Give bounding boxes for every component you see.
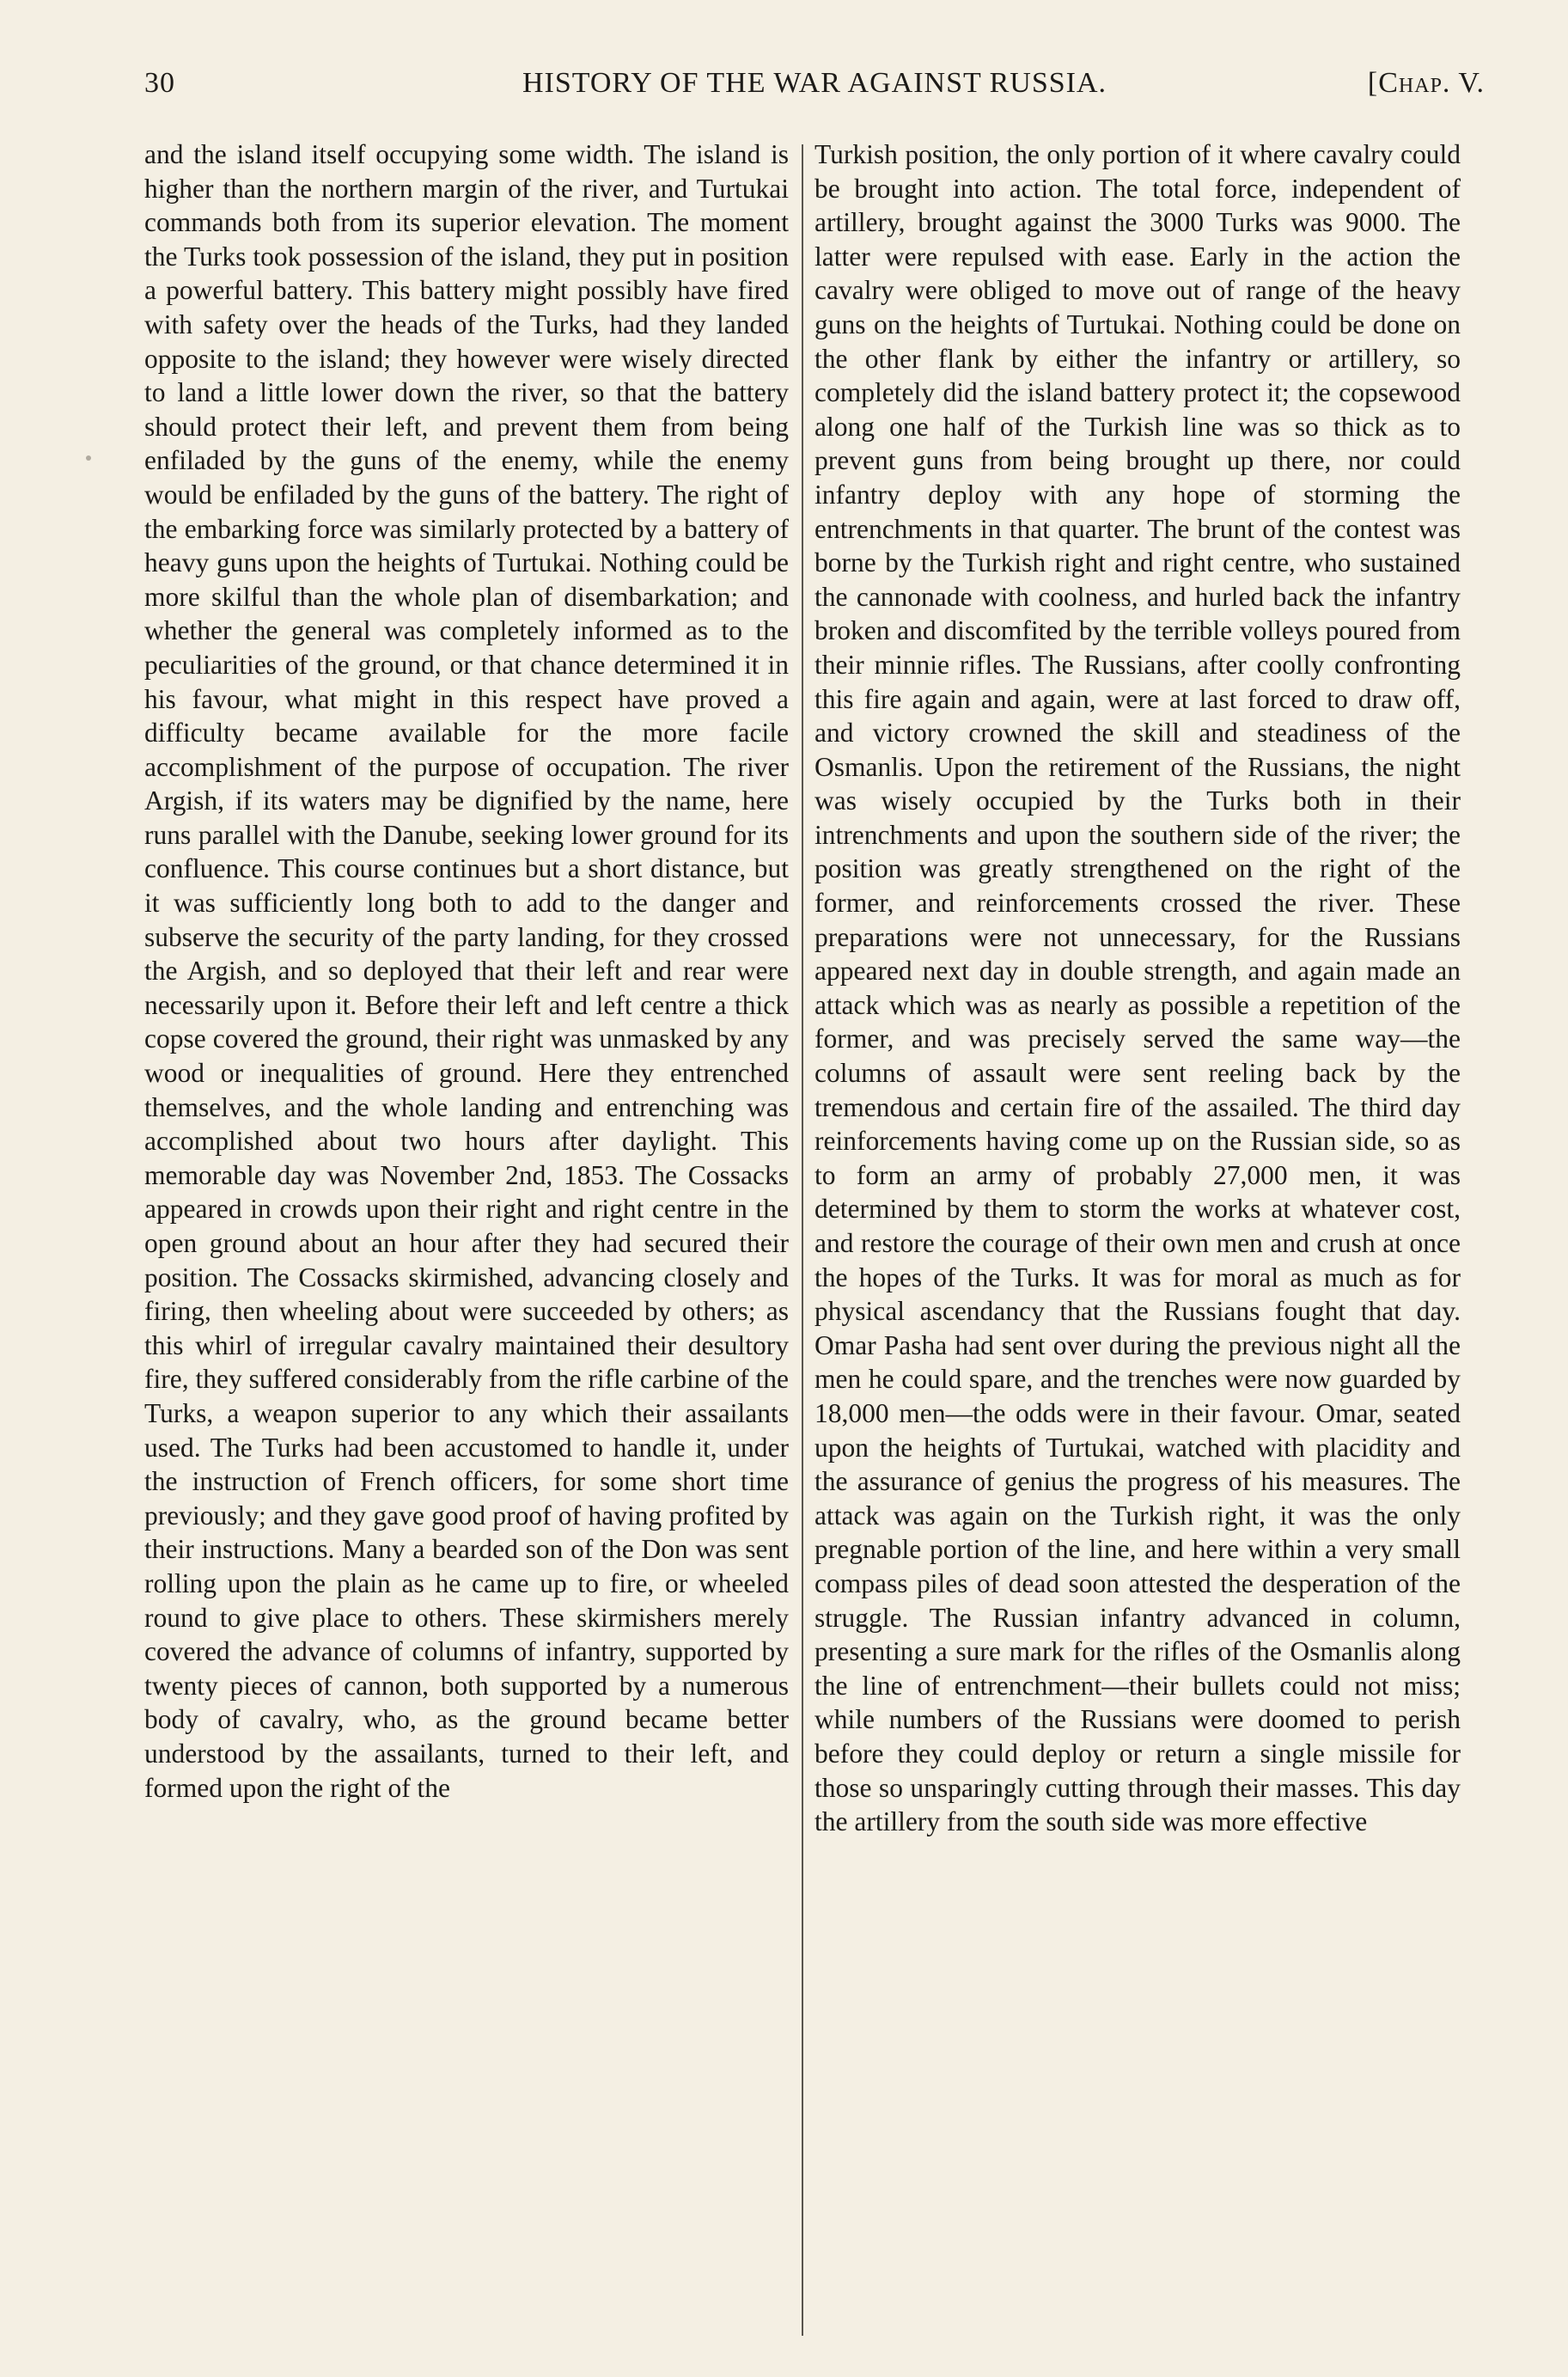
right-column-text: Turkish position, the only portion of it where cavalry could be brought into action. The total force, independent of artillery, brought against the 3000 Turks was 9000. The latter were repulsed with ease. Early in the action the cavalry were obliged to move out of range of the heavy guns on the heights of Turtukai. Nothing could be done on the other flank by either the infantry or artillery, so completely did the island battery protect it; the copsewood along one half of the Turkish line was so thick as to prevent guns from being brought up there, nor could infantry deploy with any hope of storming the entrenchments in that quarter. The brunt of the contest was borne by the Turkish right and right centre, who sustained the cannonade with coolness, and hurled back the infantry broken and discomfited by the terrible volleys poured from their minnie rifles. The Russians, after coolly confronting this fire again and again, were at last forced to draw off, and victory crowned the skill and steadiness of the Osmanlis. Upon the retirement of the Russians, the night was wisely occupied by the Turks both in their intrenchments and upon the southern side of the river; the position was greatly strengthened on the right of the former, and reinforcements crossed the river. These preparations were not unnecessary, for the Russians appeared next day in double strength, and again made an attack which was as nearly as possible a repetition of the former, and was precisely served the same way—the columns of assault were sent reeling back by the tremendous and certain fire of the assailed. The third day reinforcements having come up on the Russian side, so as to form an army of probably 27,000 men, it was determined by them to storm the works at whatever cost, and restore the courage of their own men and crush at once the hopes of the Turks. It was for moral as much as for physical ascendancy that the Russians fought that day. Omar Pasha had sent over during the previous night all the men he could spare, and the trenches were now guarded by 18,000 men—the odds were in their favour. Omar, seated upon the heights of Turtukai, watched with placidity and the assurance of genius the progress of his measures. The attack was again on the Turkish right, it was the only pregnable portion of the line, and here within a very small compass piles of dead soon attested the desperation of the struggle. The Russian infantry advanced in column, presenting a sure mark for the rifles of the Osmanlis along the line of entrenchment—their bullets could not miss; while numbers of the Russians were doomed to perish before they could deploy or return a single missile for those so unsparingly cutting through their masses. This day the artillery from the south side was more effective [815,139,1461,1837]
right-column [815,137,1461,1839]
left-column [144,137,789,1805]
page-number: 30 [144,67,175,99]
left-column-text: and the island itself occupying some width. The island is higher than the northern margin of the river, and Turtukai commands both from its superior elevation. The moment the Turks took possession of the island, they put in position a powerful battery. This battery might possibly have fired with safety over the heads of the Turks, had they landed opposite to the island; they however were wisely directed to land a little lower down the river, so that the battery should protect their left, and prevent them from being enfiladed by the guns of the enemy, while the enemy would be enfiladed by the guns of the battery. The right of the embarking force was similarly protected by a battery of heavy guns upon the heights of Turtukai. Nothing could be more skilful than the whole plan of disembarkation; and whether the general was completely informed as to the peculiarities of the ground, or that chance determined it in his favour, what might in this respect have proved a difficulty became available for the more facile accomplishment of the purpose of occupation. The river Argish, if its waters may be dignified by the name, here runs parallel with the Danube, seeking lower ground for its confluence. This course continues but a short distance, but it was sufficiently long both to add to the danger and subserve the security of the party landing, for they crossed the Argish, and so deployed that their left and rear were necessarily upon it. Before their left and left centre a thick copse covered the ground, their right was unmasked by any wood or inequalities of ground. Here they entrenched themselves, and the whole landing and entrenching was accomplished about two hours after daylight. This memorable day was November 2nd, 1853. The Cossacks appeared in crowds upon their right and right centre in the open ground about an hour after they had secured their position. The Cossacks skirmished, advancing closely and firing, then wheeling about were succeeded by others; as this whirl of irregular cavalry maintained their desultory fire, they suffered considerably from the rifle carbine of the Turks, a weapon superior to any which their assailants used. The Turks had been accustomed to handle it, under the instruction of French officers, for some short time previously; and they gave good proof of having profited by their instructions. Many a bearded son of the Don was sent rolling upon the plain as he came up to fire, or wheeled round to give place to others. These skirmishers merely covered the advance of columns of infantry, supported by twenty pieces of cannon, both supported by a numerous body of cavalry, who, as the ground became better understood by the assailants, turned to their left, and formed upon the right of the [144,139,789,1803]
running-header [144,67,1485,119]
chapter-label: [Chap. V. [1367,67,1485,99]
margin-mark [86,455,91,461]
column-divider [802,144,803,2336]
running-title: HISTORY OF THE WAR AGAINST RUSSIA. [522,67,1107,99]
